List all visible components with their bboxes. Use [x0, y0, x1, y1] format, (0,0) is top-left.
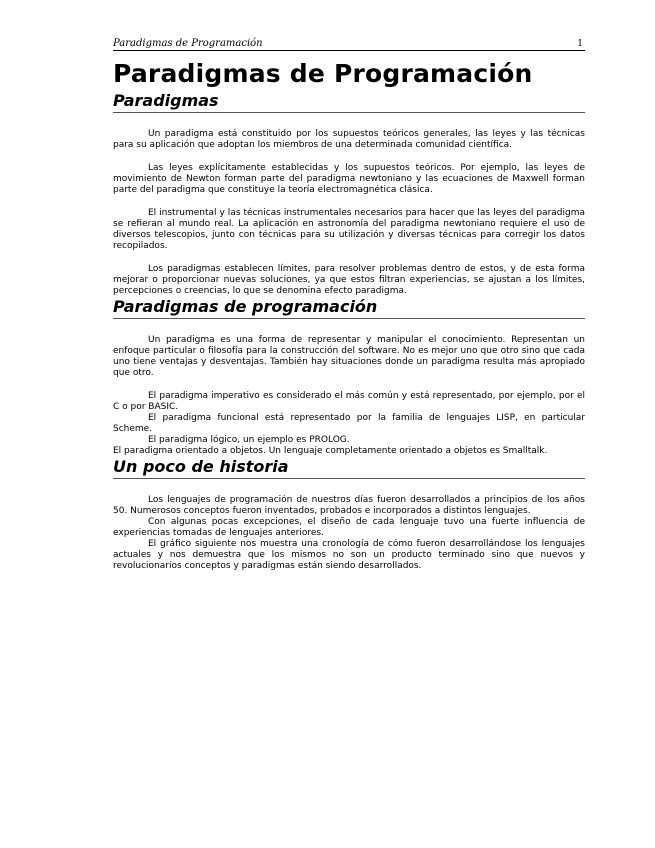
- section-body-paradigmas: [113, 129, 585, 297]
- running-title: Paradigmas de Programación: [113, 38, 263, 49]
- section-heading-paradigmas-de-programacion: Paradigmas de programación: [113, 297, 585, 319]
- paragraph: Los lenguajes de programación de nuestros días fueron desarrollados a principios de los años 50. Numerosos conceptos fueron inventados, probados e incorporados a distintos lenguajes.: [113, 495, 585, 516]
- paragraph: El paradigma orientado a objetos. Un lenguaje completamente orientado a objetos es Smalltalk.: [113, 446, 548, 456]
- paragraph: El paradigma lógico, un ejemplo es PROLOG.: [148, 435, 350, 445]
- paragraph: El paradigma funcional está representado por la familia de lenguajes LISP, en particular Scheme.: [113, 413, 585, 434]
- document-title: Paradigmas de Programación: [113, 59, 533, 88]
- section-body-paradigmas-de-programacion: [113, 335, 585, 457]
- section-heading-paradigmas: Paradigmas: [113, 91, 585, 113]
- section-heading-un-poco-de-historia: Un poco de historia: [113, 457, 585, 479]
- paragraph: El instrumental y las técnicas instrumentales necesarios para hacer que las leyes del paradigma se refieran al mundo real. La aplicación en astronomía del paradigma newtoniano requiere el uso de diversos telescopios, junto con técnicas para su utilización y diversas técnicas para corregir los datos recopilados.: [113, 208, 585, 251]
- paragraph: Las leyes explícitamente establecidas y los supuestos teóricos. Por ejemplo, las leyes de movimiento de Newton forman parte del paradigma newtoniano y las ecuaciones de Maxwell forman parte del paradigma que constituye la teoría electromagnética clásica.: [113, 163, 585, 195]
- paragraph: Un paradigma está constituido por los supuestos teóricos generales, las leyes y las técnicas para su aplicación que adoptan los miembros de una determinada comunidad científica.: [113, 129, 585, 150]
- paragraph: El gráfico siguiente nos muestra una cronología de cómo fueron desarrollándose los lenguajes actuales y nos demuestra que los mismos no son un producto terminado sino que nuevos y revolucionarios conceptos y paradigmas están siendo desarrollados.: [113, 539, 585, 571]
- paragraph: Los paradigmas establecen límites, para resolver problemas dentro de estos, y de esta forma mejorar o proporcionar nuevas soluciones, ya que estos filtran experiencias, se ajustan a los límites, percepciones o creencias, lo que se denomina efecto paradigma.: [113, 264, 585, 296]
- paragraph: Con algunas pocas excepciones, el diseño de cada lenguaje tuvo una fuerte influencia de experiencias tomadas de lenguajes anteriores.: [113, 517, 585, 538]
- document-page: [113, 36, 585, 572]
- paragraph: El paradigma imperativo es considerado el más común y está representado, por ejemplo, por el C o por BASIC.: [113, 391, 585, 412]
- page-number: 1: [577, 39, 583, 49]
- paragraph: Un paradigma es una forma de representar y manipular el conocimiento. Representan un enfoque particular o filosofía para la construcción del software. No es mejor uno que otro sino que cada uno tiene ventajas y desventajas. También hay situaciones donde un paradigma resulta más apropiado que otro.: [113, 335, 585, 378]
- section-body-un-poco-de-historia: [113, 495, 585, 572]
- running-header: [113, 36, 585, 51]
